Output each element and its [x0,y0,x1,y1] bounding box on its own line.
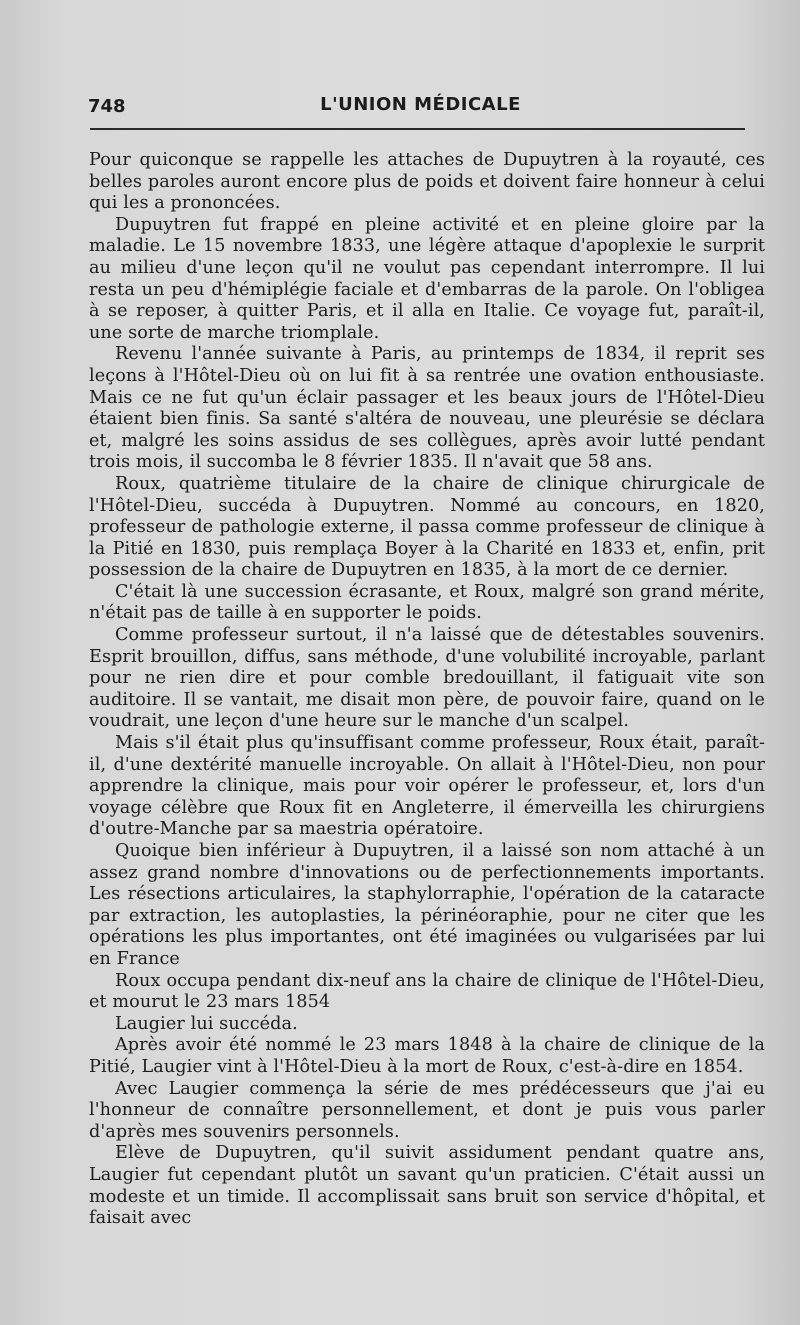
paragraph: Pour quiconque se rappelle les attaches de Dupuytren à la royauté, ces belles paroles auront encore plus de poids et doivent faire honneur à celui qui les a prononcées. [89,150,765,214]
paragraph: Roux occupa pendant dix-neuf ans la chaire de clinique de l'Hôtel-Dieu, et mourut le 23 mars 1854 [89,970,765,1013]
header-rule [90,128,745,130]
paragraph: Laugier lui succéda. [115,1013,298,1034]
paragraph: Dupuytren fut frappé en pleine activité et en pleine gloire par la maladie. Le 15 novembre 1833, une légère attaque d'apoplexie le surprit au milieu d'une leçon qu'il ne voulut pas cependant interrompre. Il lui resta un peu d'hémiplégie faciale et d'embarras de la parole. On l'obligea à se reposer, à quitter Paris, et il alla en Italie. Ce voyage fut, paraît-il, une sorte de marche triomplale. [89,214,765,343]
paragraph: Elève de Dupuytren, qu'il suivit assidument pendant quatre ans, Laugier fut cependant plutôt un savant qu'un praticien. C'était aussi un modeste et un timide. Il accomplissait sans bruit son service d'hôpital, et faisait avec [89,1143,765,1229]
page-header [88,92,753,122]
paragraph: Comme professeur surtout, il n'a laissé que de détestables souvenirs. Esprit brouillon, diffus, sans méthode, d'une volubilité incroyable, parlant pour ne rien dire et pour comble bredouillant, il fatiguait vite son auditoire. Il se vantait, me disait mon père, de pouvoir faire, quand on le voudrait, une leçon d'une heure sur le manche d'un scalpel. [89,625,765,732]
paragraph: Avec Laugier commença la série de mes prédécesseurs que j'ai eu l'honneur de connaître personnellement, et dont je puis vous parler d'après mes souvenirs personnels. [89,1078,765,1142]
paragraph: Revenu l'année suivante à Paris, au printemps de 1834, il reprit ses leçons à l'Hôtel-Dieu où on lui fit à sa rentrée une ovation enthousiaste. Mais ce ne fut qu'un éclair passager et les beaux jours de l'Hôtel-Dieu étaient bien finis. Sa santé s'altéra de nouveau, une pleurésie se déclara et, malgré les soins assidus de ses collègues, après avoir lutté pendant trois mois, il succomba le 8 février 1835. Il n'avait que 58 ans. [89,344,765,473]
paragraph: C'était là une succession écrasante, et Roux, malgré son grand mérite, n'était pas de taille à en supporter le poids. [89,581,765,624]
paragraph: Roux, quatrième titulaire de la chaire de clinique chirurgicale de l'Hôtel-Dieu, succéda à Dupuytren. Nommé au concours, en 1820, professeur de pathologie externe, il passa comme professeur de clinique à la Pitié en 1830, puis remplaça Boyer à la Charité en 1833 et, enfin, prit possession de la chaire de Dupuytren en 1835, à la mort de ce dernier. [89,473,765,581]
paragraph: Mais s'il était plus qu'insuffisant comme professeur, Roux était, paraît-il, d'une dextérité manuelle incroyable. On allait à l'Hôtel-Dieu, non pour apprendre la clinique, mais pour voir opérer le professeur, et, lors d'un voyage célèbre que Roux fit en Angleterre, il émerveilla les chirurgiens d'outre-Manche par sa maestria opératoire. [89,733,765,840]
paragraph: Quoique bien inférieur à Dupuytren, il a laissé son nom attaché à un assez grand nombre d'innovations ou de perfectionnements importants. Les résections articulaires, la staphylorraphie, l'opération de la cataracte par extraction, les autoplasties, la périnéoraphie, pour ne citer que les opérations les plus importantes, ont été imaginées ou vulgarisées par lui en France [89,841,765,969]
running-title: L'UNION MÉDICALE [320,94,521,115]
page-number: 748 [88,96,126,117]
paragraph: Après avoir été nommé le 23 mars 1848 à la chaire de clinique de la Pitié, Laugier vint à l'Hôtel-Dieu à la mort de Roux, c'est-à-dire en 1854. [89,1035,765,1077]
article-body [89,150,765,1230]
